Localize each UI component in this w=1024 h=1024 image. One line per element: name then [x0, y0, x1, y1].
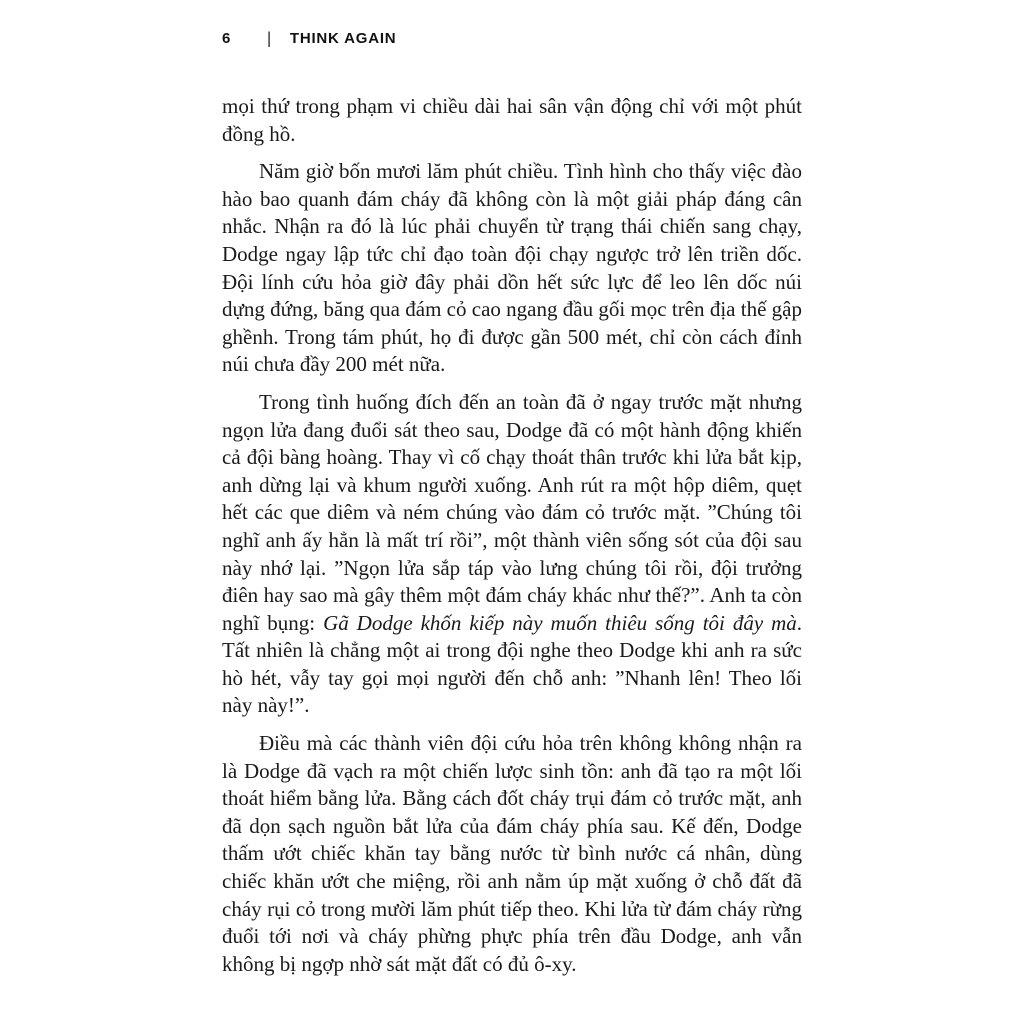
page-body [222, 93, 802, 978]
text-segment: mọi thứ trong phạm vi chiều dài hai sân vận động chỉ với một phút đồng hồ. [222, 94, 802, 146]
paragraph [222, 730, 802, 978]
text-segment: . Tất nhiên là chẳng một ai trong đội nghe theo Dodge khi anh ra sức hò hét, vẫy tay gọi mọi người đến chỗ anh: ”Nhanh lên! Theo lối này này!”. [222, 610, 802, 718]
paragraph [222, 93, 802, 148]
text-segment: Điều mà các thành viên đội cứu hỏa trên không không nhận ra là Dodge đã vạch ra một chiến lược sinh tồn: anh đã tạo ra một lối thoát hiểm bằng lửa. Bằng cách đốt cháy trụi đám cỏ trước mặt, anh đã dọn sạch nguồn bắt lửa của đám cháy phía sau. Kế đến, Dodge thấm ướt chiếc khăn tay bằng nước từ bình nước cá nhân, dùng chiếc khăn ướt che miệng, rồi anh nằm úp mặt xuống ở chỗ đất đã cháy rụi cỏ trong mười lăm phút tiếp theo. Khi lửa từ đám cháy rừng đuổi tới nơi và cháy phừng phực phía trên đầu Dodge, anh vẫn không bị ngợp nhờ sát mặt đất có đủ ô-xy. [222, 731, 802, 976]
italic-text-segment: Gã Dodge khốn kiếp này muốn thiêu sống tôi đây mà [323, 610, 797, 635]
text-segment: Năm giờ bốn mươi lăm phút chiều. Tình hình cho thấy việc đào hào bao quanh đám cháy đã không còn là một giải pháp đáng cân nhắc. Nhận ra đó là lúc phải chuyển từ trạng thái chiến sang chạy, Dodge ngay lập tức chỉ đạo toàn đội chạy ngược trở lên triền dốc. Đội lính cứu hỏa giờ đây phải dồn hết sức lực để leo lên dốc núi dựng đứng, băng qua đám cỏ cao ngang đầu gối mọc trên địa thế gập ghềnh. Trong tám phút, họ đi được gần 500 mét, chỉ còn cách đỉnh núi chưa đầy 200 mét nữa. [222, 159, 802, 377]
paragraph [222, 389, 802, 720]
text-segment: Trong tình huống đích đến an toàn đã ở ngay trước mặt nhưng ngọn lửa đang đuổi sát theo sau, Dodge đã có một hành động khiến cả đội bàng hoàng. Thay vì cố chạy thoát thân trước khi lửa bắt kịp, anh dừng lại và khum người xuống. Anh rút ra một hộp diêm, quẹt hết các que diêm và ném chúng vào đám cỏ trước mặt. ”Chúng tôi nghĩ anh ấy hẳn là mất trí rồi”, một thành viên sống sót của đội sau này nhớ lại. ”Ngọn lửa sắp táp vào lưng chúng tôi rồi, đội trưởng điên hay sao mà gây thêm một đám cháy khác như thế?”. Anh ta còn nghĩ bụng: [222, 389, 802, 635]
paragraph [222, 158, 802, 379]
book-title: THINK AGAIN [289, 30, 397, 47]
header-separator: | [267, 29, 272, 48]
page-number: 6 [222, 30, 232, 47]
page-content [222, 30, 802, 978]
running-header [222, 30, 802, 47]
